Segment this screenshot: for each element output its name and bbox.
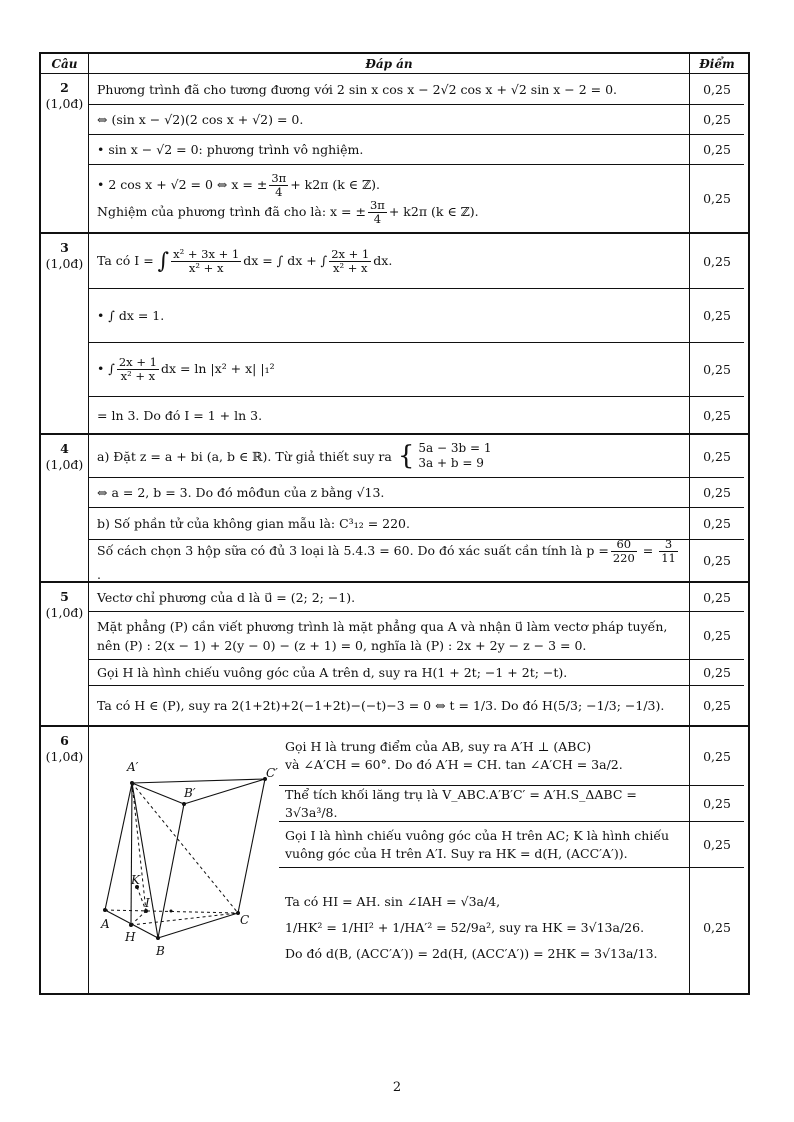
answer-row: a) Đặt z = a + bi (a, b ∈ ℝ). Từ giả thiết suy ra { 5a − 3b = 1 3a + b = 9 0,25 bbox=[89, 435, 744, 477]
answer-row: • sin x − √2 = 0: phương trình vô nghiệm. 0,25 bbox=[89, 134, 744, 164]
answer-row: Ta có I = ∫ $\frac{\text{x² + 3x + 1}}{\text{x² + x}}$ dx = ∫ dx + ∫ $\frac{2x + 1}{\text{x² + x}}$ dx. 0,25 bbox=[89, 234, 744, 288]
score: 0,25 bbox=[690, 821, 744, 867]
score: 0,25 bbox=[703, 553, 731, 568]
answer-row: Ta có HI = AH. sin ∠IAH = √3a/4, 1/HK² = 1/HI² + 1/HA′² = 52/9a², suy ra HK = 3√13a/26. Do đó d(B, (ACC′A′)) = 2d(H, (ACC′A′)) = 2HK = 3√13a/13. bbox=[279, 867, 689, 987]
question-3 bbox=[41, 232, 748, 433]
score: 0,25 bbox=[703, 665, 731, 680]
score: 0,25 bbox=[703, 485, 731, 500]
label-A1: A′ bbox=[127, 760, 139, 774]
question-2 bbox=[41, 74, 748, 232]
answer-row: Gọi H là trung điểm của AB, suy ra A′H ⊥ (ABC) và ∠A′CH = 60°. Do đó A′H = CH. tan ∠A′CH = 3a/2. bbox=[285, 739, 623, 772]
answer-row: • 2 cos x + √2 = 0 ⇔ x = ± $\frac{3\pi}{4}$ + k2π (k ∈ ℤ). Nghiệm của phương trình đã cho là: x = ± $\frac{3\pi}{4}$ + k2π (k ∈ ℤ). 0,25 bbox=[89, 164, 744, 232]
score: 0,25 bbox=[690, 867, 744, 987]
label-H: H bbox=[125, 930, 136, 944]
label-K: K bbox=[131, 873, 140, 887]
score: 0,25 bbox=[703, 698, 731, 713]
header-points: Điểm bbox=[699, 56, 735, 71]
question-label: 3 (1,0đ) bbox=[41, 234, 89, 433]
score: 0,25 bbox=[703, 516, 731, 531]
header-question: Câu bbox=[41, 54, 89, 73]
label-C: C bbox=[240, 913, 250, 927]
label-B: B bbox=[156, 944, 165, 958]
answer-row: Ta có H ∈ (P), suy ra 2(1+2t)+2(−1+2t)−(−t)−3 = 0 ⇔ t = 1/3. Do đó H(5/3; −1/3; −1/3). 0,25 bbox=[89, 685, 744, 725]
header-answer: Đáp án bbox=[89, 54, 690, 73]
question-label: 6 (1,0đ) bbox=[41, 727, 89, 993]
score: 0,25 bbox=[703, 628, 731, 643]
score: 0,25 bbox=[703, 589, 731, 605]
answer-table bbox=[39, 52, 750, 995]
label-I: I bbox=[145, 896, 150, 910]
answer-row: • ∫ dx = 1. 0,25 bbox=[89, 288, 744, 342]
prism-figure bbox=[89, 727, 279, 993]
answer-row: • ∫ $\frac{2x + 1}{\text{x² + x}}$ dx = ln |x² + x| |₁² 0,25 bbox=[89, 342, 744, 396]
question-label: 4 (1,0đ) bbox=[41, 435, 89, 581]
answer-row: Mặt phẳng (P) cần viết phương trình là mặt phẳng qua A và nhận u⃗ làm vectơ pháp tuyến, nên (P) : 2(x − 1) + 2(y − 0) − (z + 1) = 0, nghĩa là (P) : 2x + 2y − z − 3 = 0. 0,25 bbox=[89, 611, 744, 659]
answer-row: Phương trình đã cho tương đương với 2 sin x cos x − 2√2 cos x + √2 sin x − 2 = 0. 0,25 bbox=[89, 74, 744, 104]
score: 0,25 bbox=[703, 112, 731, 127]
question-label: 5 (1,0đ) bbox=[41, 583, 89, 725]
answer-row: Thể tích khối lăng trụ là V_ABC.A′B′C′ = A′H.S_ΔABC = 3√3a³/8. bbox=[279, 785, 689, 821]
score: 0,25 bbox=[703, 407, 731, 423]
answer-row: Số cách chọn 3 hộp sữa có đủ 3 loại là 5.4.3 = 60. Do đó xác suất cần tính là p = $\frac{60}{220}$ = $\frac{3}{11}$ . 0,25 bbox=[89, 539, 744, 581]
score: 0,25 bbox=[703, 191, 731, 206]
page-number: 2 bbox=[392, 1080, 402, 1095]
answer-row: = ln 3. Do đó I = 1 + ln 3. 0,25 bbox=[89, 396, 744, 433]
answer-row: Gọi I là hình chiếu vuông góc của H trên AC; K là hình chiếu vuông góc của H trên A′I. Suy ra HK = d(H, (ACC′A′)). bbox=[279, 821, 689, 867]
prism-diagram bbox=[89, 727, 279, 989]
score: 0,25 bbox=[703, 308, 731, 323]
score: 0,25 bbox=[690, 785, 744, 821]
question-label: 2 (1,0đ) bbox=[41, 74, 89, 232]
answer-row: b) Số phần tử của không gian mẫu là: C³₁₂ = 220. 0,25 bbox=[89, 507, 744, 539]
label-B1: B′ bbox=[184, 786, 196, 800]
score: 0,25 bbox=[703, 448, 731, 464]
score: 0,25 bbox=[703, 362, 731, 377]
label-A: A bbox=[101, 917, 110, 931]
question-4 bbox=[41, 433, 748, 581]
score: 0,25 bbox=[703, 81, 731, 97]
answer-row: ⇔ (sin x − √2)(2 cos x + √2) = 0. 0,25 bbox=[89, 104, 744, 134]
question-5 bbox=[41, 581, 748, 725]
score: 0,25 bbox=[703, 253, 731, 269]
table-header bbox=[41, 54, 748, 74]
answer-row: Vectơ chỉ phương của d là u⃗ = (2; 2; −1). 0,25 bbox=[89, 583, 744, 611]
score: 0,25 bbox=[703, 748, 731, 764]
question-6 bbox=[41, 725, 748, 993]
label-C1: C′ bbox=[266, 766, 278, 780]
score: 0,25 bbox=[703, 142, 731, 157]
answer-row: ⇔ a = 2, b = 3. Do đó môđun của z bằng √13. 0,25 bbox=[89, 477, 744, 507]
answer-row: Gọi H là hình chiếu vuông góc của A trên d, suy ra H(1 + 2t; −1 + 2t; −t). 0,25 bbox=[89, 659, 744, 685]
